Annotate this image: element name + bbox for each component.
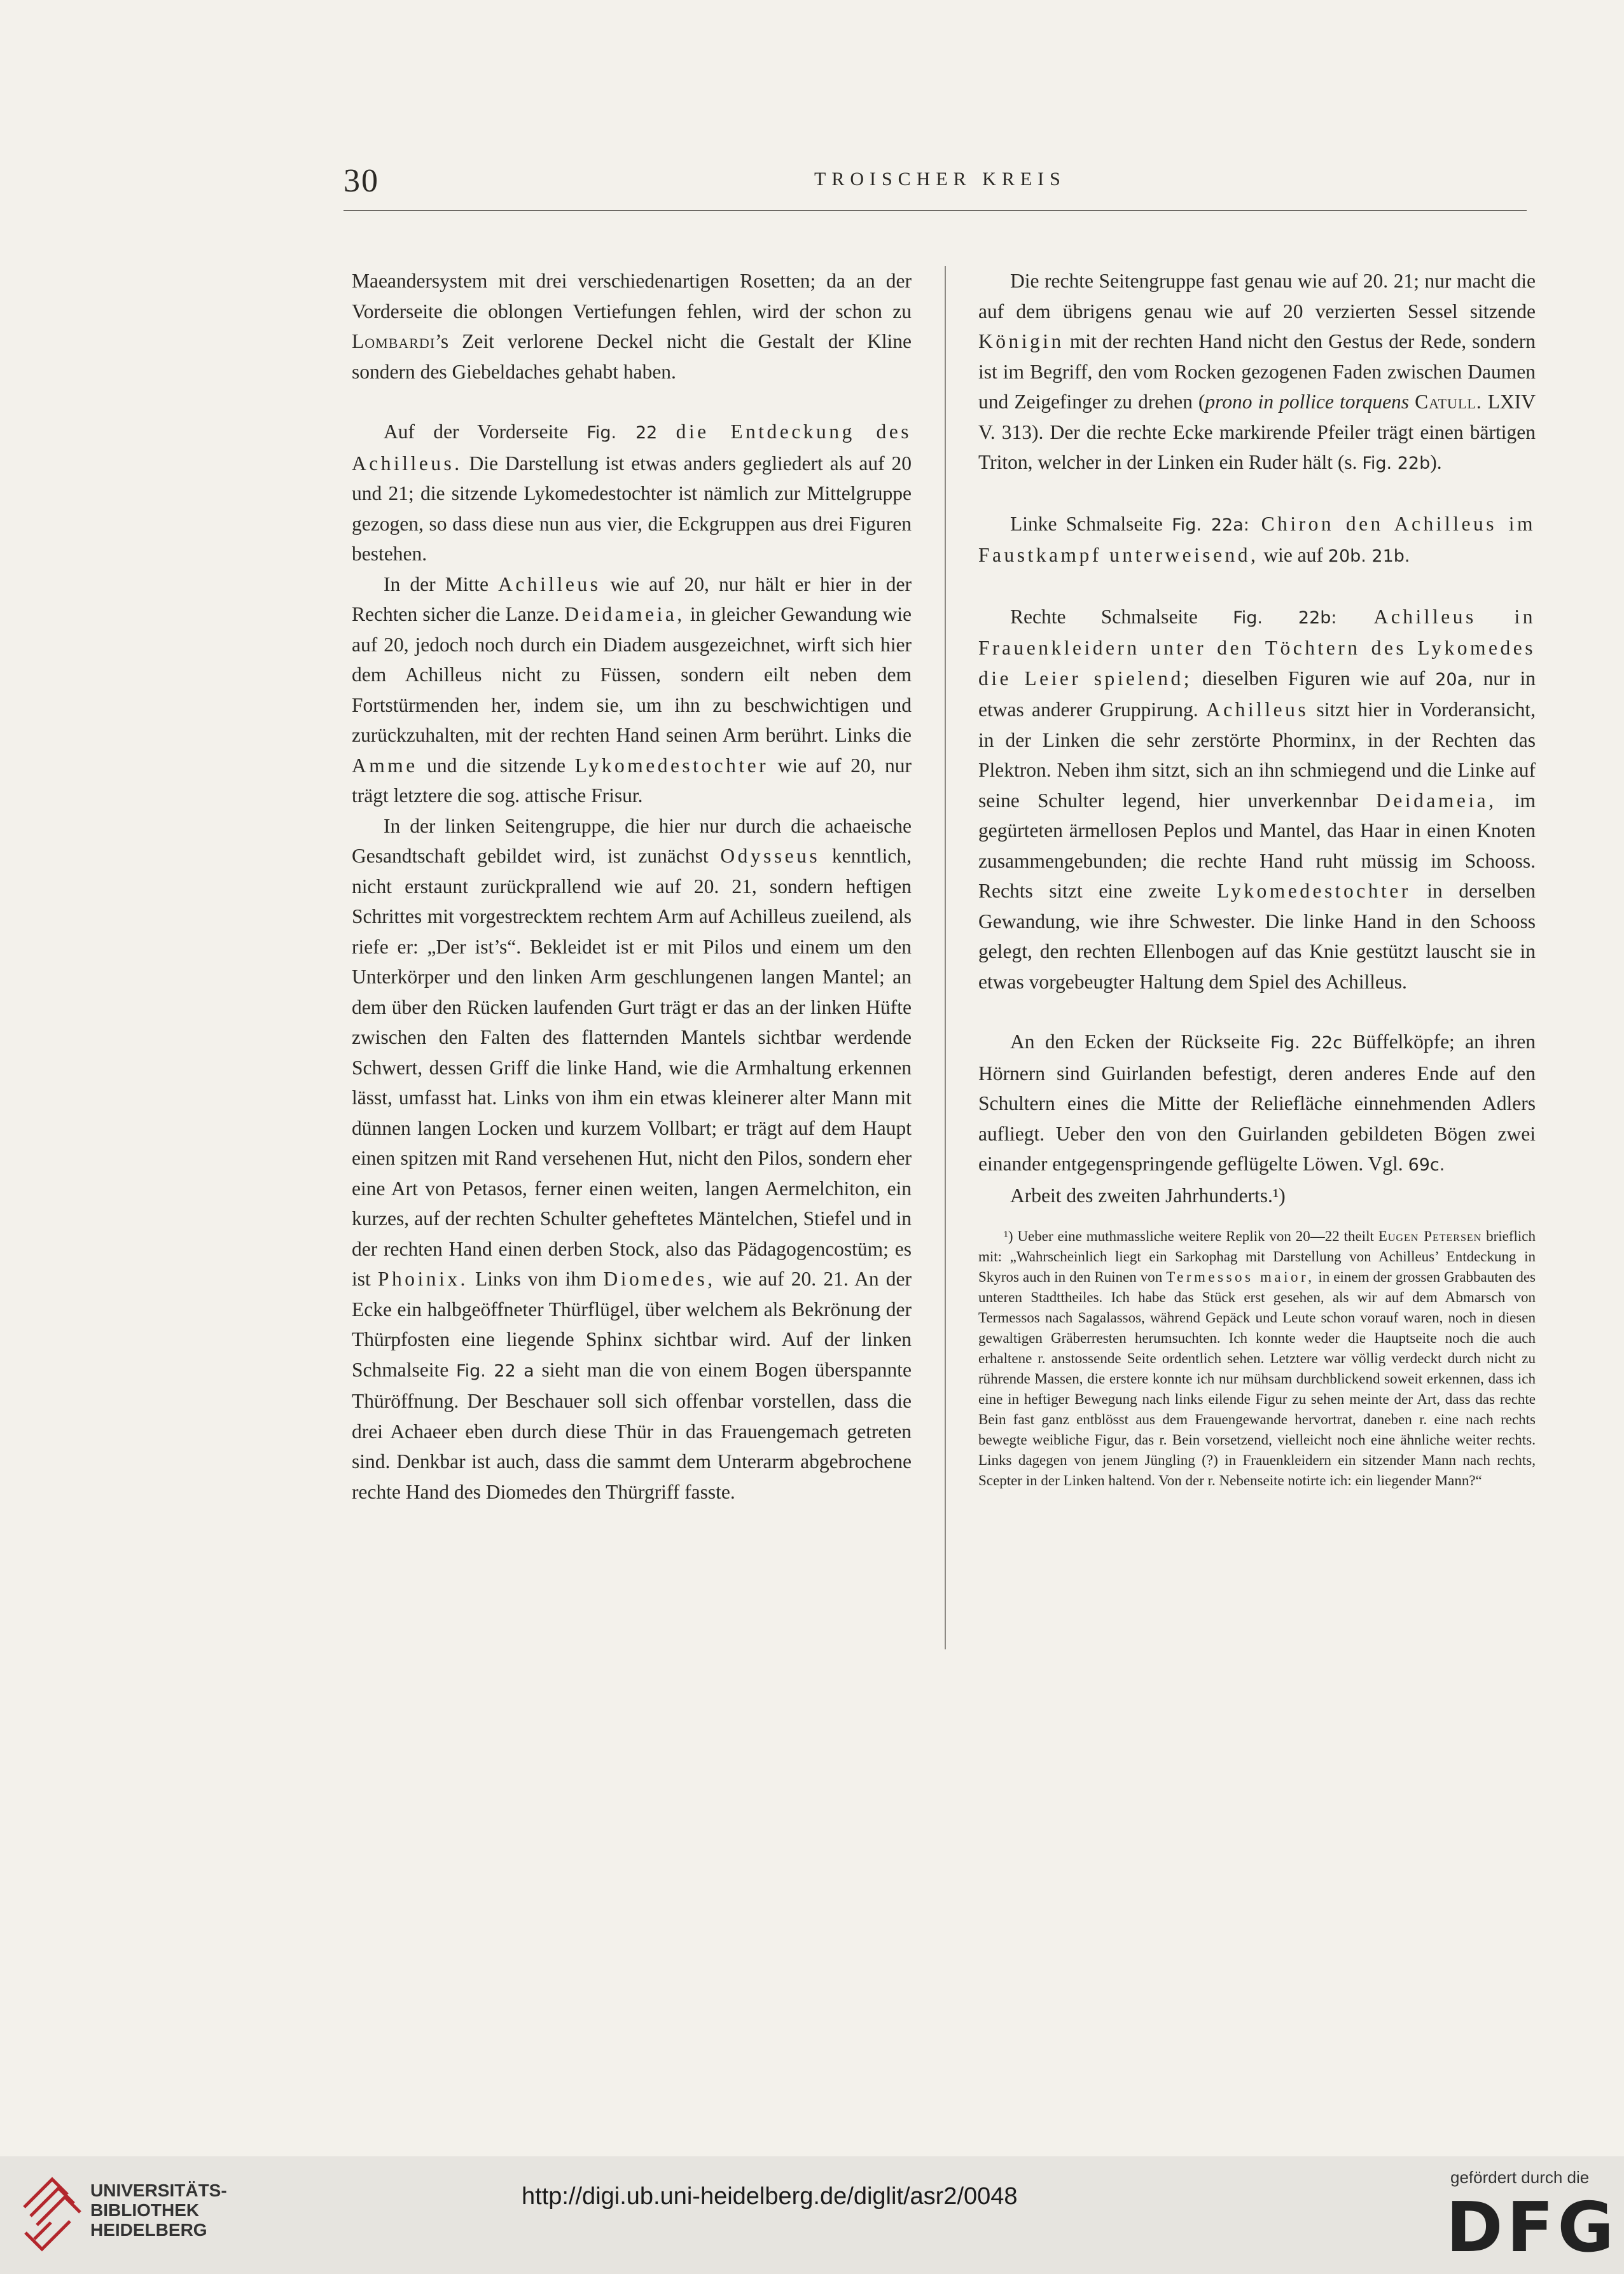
text: LXIV V. 313). Der die rechte Ecke markirende Pfeiler trägt einen bärtigen Triton, welcher in der Linken ein Ruder hält (s. (978, 391, 1536, 473)
footnote (978, 1226, 1536, 1491)
text: wie auf 20. 21. An der Ecke ein halbgeöffneter Thürflügel, über welchem als Bekrönung der Thürpfosten eine liegende Sphinx sichtbar wird. Auf der linken Schmalseite (352, 1268, 912, 1381)
text: In der Mitte (384, 572, 499, 595)
text: nur in etwas anderer Gruppirung. (978, 667, 1536, 721)
spaced-text: Lykomedestochter (1217, 880, 1411, 902)
figure-ref: Fig. 22 a (456, 1361, 534, 1381)
library-name (90, 2180, 227, 2240)
figure-ref: Fig. 22c (1270, 1033, 1343, 1053)
figure-ref: Fig. 22 (586, 423, 658, 443)
library-name-line: HEIDELBERG (90, 2220, 207, 2240)
text: Maeandersystem mit drei verschiedenartigen Rosetten; da an der Vorderseite die oblongen Vertiefungen fehlen, wird der schon zu (352, 270, 912, 322)
paragraph (352, 811, 912, 1508)
text: Die rechte Seitengruppe fast genau wie auf 20. 21; nur macht die auf dem übrigens genau wie auf 20 verzierten Sessel sitzende (978, 270, 1536, 322)
figure-ref: Fig. 22b (1362, 454, 1431, 473)
text: wie auf 20, nur hält er hier in der Rechten sicher die Lanze. (352, 572, 912, 625)
text: Auf der Vorderseite (384, 420, 587, 443)
paragraph: Arbeit des zweiten Jahrhunderts.¹) (1010, 1184, 1286, 1207)
text: An den Ecken der Rückseite (1010, 1030, 1270, 1053)
spaced-text: Lykomedestochter (574, 754, 769, 777)
text: ’s Zeit verlorene Deckel nicht die Gestalt der Kline sondern des Giebeldaches gehabt haben. (352, 330, 912, 383)
spaced-text: die Entdeckung des Achilleus. (352, 420, 912, 475)
funding-note: gefördert durch die (1450, 2168, 1590, 2187)
running-head: TROISCHER KREIS (814, 169, 1066, 190)
text: Links von ihm (468, 1268, 604, 1290)
spaced-text: Achilleus in Frauenkleidern unter den Töchtern des Lykomedes die Leier spielend; (978, 605, 1536, 690)
spaced-text: Königin (978, 330, 1064, 352)
text: wie auf 20, nur trägt letztere die sog. attische Frisur. (352, 754, 912, 807)
spaced-text: Deidameia, (564, 603, 685, 625)
right-column (978, 266, 1536, 1491)
dfg-logo: DFG (1446, 2188, 1618, 2268)
spaced-text: Diomedes, (603, 1268, 716, 1290)
author-name: Catull. (1415, 391, 1482, 413)
text: brieflich mit: „Wahrscheinlich liegt ein Sarkophag mit Darstellung von Achilleus’ Entdeckung in Skyros auch in den Ruinen von (978, 1228, 1536, 1285)
paragraph (978, 509, 1536, 572)
text: und die sitzende (417, 754, 575, 777)
text: ¹) Ueber eine muthmassliche weitere Replik von 20—22 theilt (1004, 1228, 1378, 1244)
figure-ref: 20a, (1435, 669, 1473, 690)
text: mit der rechten Hand nicht den Gestus der Rede, sondern ist im Begriff, den vom Rocken gezogenen Faden zwischen Daumen und Zeigefinger zu drehen ( (978, 330, 1536, 413)
paragraph (978, 1027, 1536, 1181)
text: in derselben Gewandung, wie ihre Schwester. Die linke Hand in den Schooss gelegt, den rechten Ellenbogen auf das Knie gestützt lauscht sie in etwas vorgebeugter Haltung dem Spiel des Achilleus. (978, 880, 1536, 993)
text: im gegürteten ärmellosen Peplos und Mantel, das Haar in einen Knoten zusammengebunden; die rechte Hand ruht müssig im Schooss. Rechts sitzt eine zweite (978, 789, 1536, 902)
page-number: 30 (344, 163, 379, 199)
figure-ref: Fig. 22a: (1172, 515, 1249, 535)
latin-quote: prono in pollice torquens (1205, 391, 1410, 413)
paragraph (352, 417, 912, 569)
spaced-text: Achilleus (498, 572, 601, 595)
text: wie auf (1258, 544, 1328, 566)
text: in einem der grossen Grabbauten des unteren Stadttheiles. Ich habe das Stück erst gesehen, als wir auf dem Abmarsch von Termessos nach Sagalassos, während Gepäck und Leute schon vorauf waren, noch in diesen gewaltigen Gräberresten herumsuchten. Ich konnte weder die Hauptseite noch die auch erhaltene r. anstossende Seite ordentlich sehen. Letztere war völlig verdeckt durch nicht zu rührende Massen, die erstere konnte ich nur mühsam durchblickend soweit erkennen, dass ich eine in heftiger Bewegung nach links eilende Figur zu sehen meinte der Art, dass das rechte Bein fast ganz entblösst aus dem Frauengewande hervortrat, daneben r. eine nach rechts bewegte weibliche Figur, das r. Bein vorsetzend, vielleicht noch eine ähnliche weiter rechts. Links dagegen von jenem Jüngling (?) in Frauenkleidern ein sitzender Mann nach rechts, Scepter in der Linken haltend. Von der r. Nebenseite notirte ich: ein liegender Mann?“ (978, 1269, 1536, 1488)
text: Die Darstellung ist etwas anders gegliedert als auf 20 und 21; die sitzende Lykomedestochter ist nämlich zur Mittelgruppe gezogen, so dass diese nun aus vier, die Eckgruppen aus drei Figuren bestehen. (352, 452, 912, 565)
text: kenntlich, nicht erstaunt zurückprallend wie auf 20. 21, sondern heftigen Schrittes mit vorgestrecktem rechtem Arm auf Achilleus zueilend, als riefe er: „Der ist’s“. Bekleidet ist er mit Pilos und einem um den Unterkörper und den linken Arm geschlungenen langen Mantel; an dem über den Rücken laufenden Gurt trägt er das an der linken Hüfte zwischen den Falten des flatternden Mantels sichtbar werdende Schwert, dessen Griff die linke Hand, wie die Armhaltung erkennen lässt, umfasst hat. Links von ihm ein etwas kleinerer alter Mann mit dünnen langen Locken und kurzem Vollbart; er trägt auf dem Haupt einen spitzen mit Rand versehenen Hut, nicht den Pilos, sondern eher eine Art von Petasos, ferner einen weiten, langen Aermelchiton, ein kurzes, auf der rechten Schulter geheftetes Mäntelchen, Stiefel und in der rechten Hand einen derben Stock, also das Pädagogencostüm; es ist (352, 845, 912, 1290)
text: Büffelköpfe; an ihren Hörnern sind Guirlanden befestigt, deren anderes Ende auf den Schultern eines die Mitte der Reliefläche einnehmenden Adlers aufliegt. Ueber den von den Guirlanden gebildeten Bögen zwei einander entgegenspringende geflügelte Löwen. Vgl. (978, 1030, 1536, 1175)
author-name: Eugen Petersen (1378, 1228, 1482, 1244)
column-rule (945, 266, 946, 1649)
paragraph (978, 602, 1536, 997)
text (1409, 391, 1415, 413)
spaced-text: Phoinix. (377, 1268, 468, 1290)
text: in gleicher Gewandung wie auf 20, jedoch noch durch ein Diadem ausgezeichnet, wirft sich hier dem Achilleus nicht zu Füssen, sondern eilt neben dem Fortstürmenden her, indem sie, um ihn zu beschwichtigen und zurückzuhalten, mit der rechten Hand seinen Arm berührt. Links die (352, 603, 912, 746)
spaced-text: Amme (352, 754, 418, 777)
footnote-text (978, 1226, 1536, 1491)
spaced-text: Chiron den Achilleus im Faustkampf unterweisend, (978, 512, 1536, 566)
library-logo-icon (19, 2169, 89, 2252)
text: sieht man die von einem Bogen überspannte Thüröffnung. Der Beschauer soll sich offenbar vorstellen, dass die drei Achaeer eben durch diese Thür in das Frauengemach getreten sind. Denkbar ist auch, dass die sammt dem Unterarm abgebrochene rechte Hand des Diomedes den Thürgriff fasste. (352, 1358, 912, 1503)
digital-library-url[interactable]: http://digi.ub.uni-heidelberg.de/diglit/asr2/0048 (522, 2183, 1018, 2210)
paragraph (352, 569, 912, 811)
text: dieselben Figuren wie auf (1191, 667, 1436, 690)
text: In der linken Seitengruppe, die hier nur durch die achaeische Gesandtschaft gebildet wird, ist zunächst (352, 814, 912, 867)
spaced-text: Odysseus (720, 845, 821, 867)
text: sitzt hier in Vorderansicht, in der Linken die sehr zerstörte Phorminx, in der Rechten das Plektron. Neben ihm sitzt, sich an ihn schmiegend und die Linke auf seine Schulter legend, hier unverkennbar (978, 698, 1536, 812)
page-header (344, 162, 1527, 210)
left-column (352, 266, 912, 1507)
figure-ref: 20b. 21b. (1328, 546, 1410, 566)
library-name-line: BIBLIOTHEK (90, 2200, 200, 2220)
paragraph (352, 266, 912, 387)
figure-ref: Fig. 22b: (1233, 607, 1337, 628)
paragraph (978, 266, 1536, 479)
text: Rechte Schmalseite (1010, 605, 1233, 628)
library-name-line: UNIVERSITÄTS- (90, 2180, 227, 2200)
text: Linke Schmalseite (1010, 512, 1172, 535)
figure-ref: 69c. (1408, 1155, 1445, 1175)
author-name: Lombardi (352, 330, 436, 352)
spaced-text: Termessos maior, (1166, 1269, 1315, 1285)
text: ). (1430, 451, 1442, 473)
spaced-text: Achilleus (1205, 698, 1309, 721)
header-rule (344, 210, 1527, 211)
spaced-text: Deidameia, (1376, 789, 1497, 812)
footer-bar (0, 2156, 1624, 2274)
